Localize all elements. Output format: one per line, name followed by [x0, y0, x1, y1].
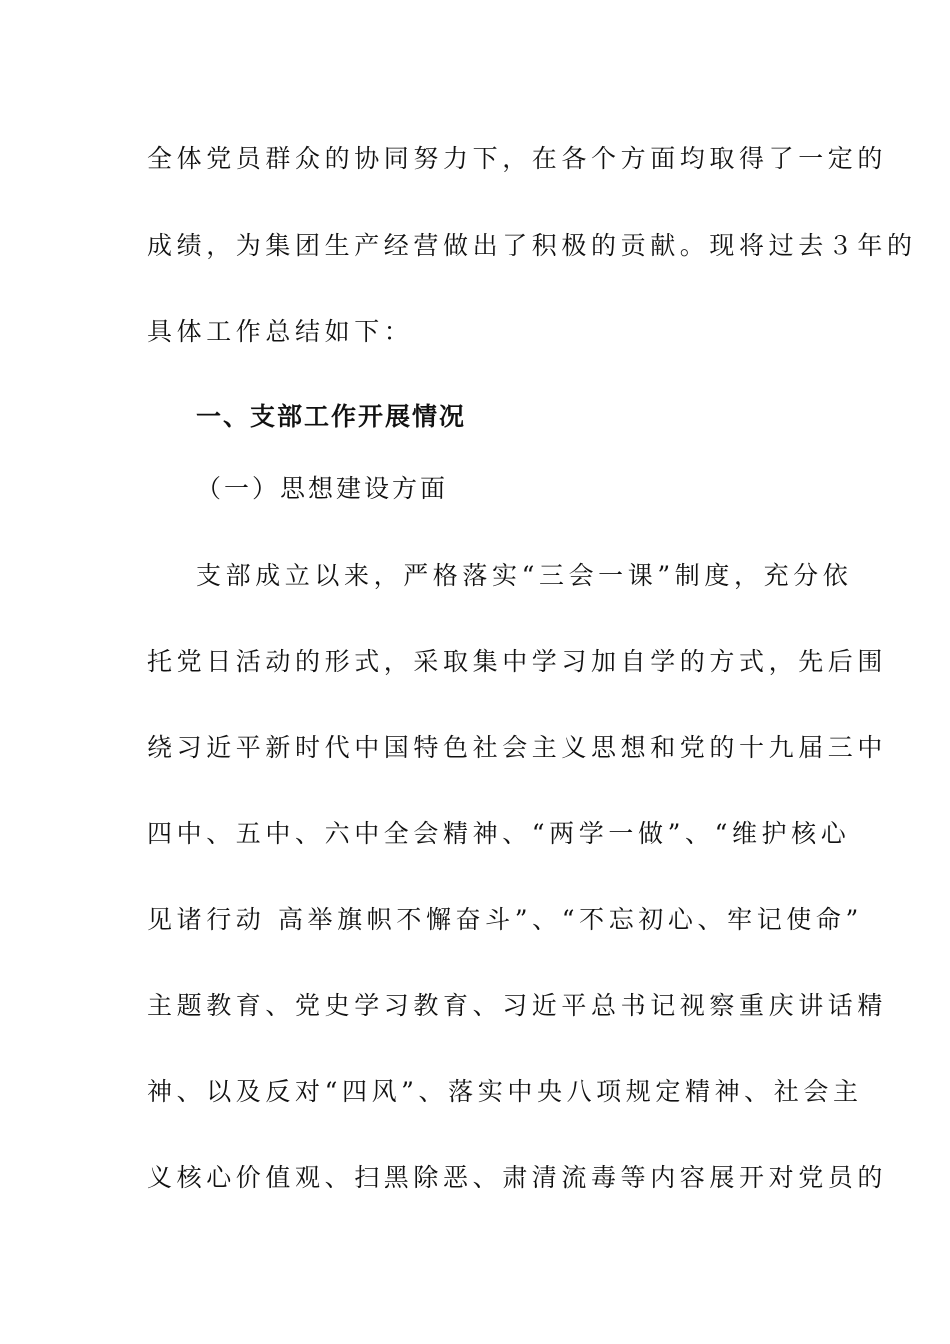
paragraph-line: 主题教育、党史学习教育、习近平总书记视察重庆讲话精 — [147, 991, 888, 1020]
paragraph-line: 托党日活动的形式，采取集中学习加自学的方式，先后围 — [147, 647, 888, 676]
paragraph-line: 支部成立以来，严格落实“三会一课”制度，充分依 — [196, 561, 853, 590]
subsection-heading: （一）思想建设方面 — [196, 474, 449, 503]
paragraph-line: 四中、五中、六中全会精神、“两学一做”、“维护核心 — [147, 819, 851, 848]
paragraph-line: 全体党员群众的协同努力下，在各个方面均取得了一定的 — [147, 144, 888, 173]
paragraph-line: 见诸行动 高举旗帜不懈奋斗”、“不忘初心、牢记使命” — [147, 905, 863, 934]
paragraph-line: 绕习近平新时代中国特色社会主义思想和党的十九届三中 — [147, 733, 888, 762]
paragraph-line: 成绩，为集团生产经营做出了积极的贡献。现将过去３年的 — [147, 231, 917, 260]
paragraph-line: 具体工作总结如下： — [147, 317, 414, 346]
section-heading: 一、支部工作开展情况 — [196, 402, 467, 431]
paragraph-line: 义核心价值观、扫黑除恶、肃清流毒等内容展开对党员的 — [147, 1163, 888, 1192]
paragraph-line: 神、以及反对“四风”、落实中央八项规定精神、社会主 — [147, 1077, 863, 1106]
